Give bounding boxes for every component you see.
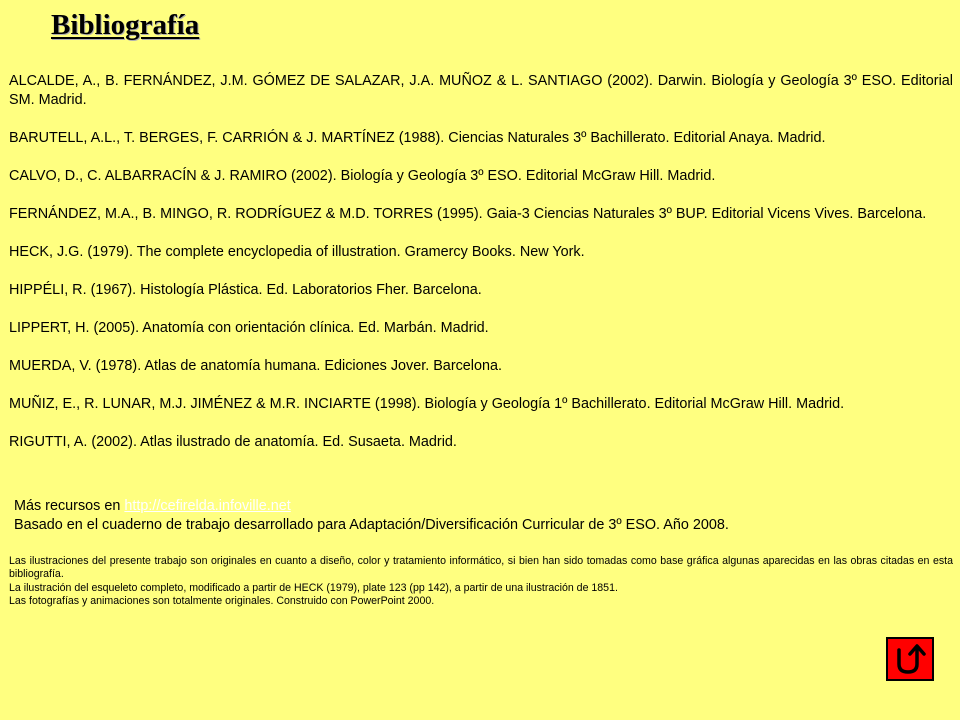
reference-item: BARUTELL, A.L., T. BERGES, F. CARRIÓN & J. MARTÍNEZ (1988). Ciencias Naturales 3º Bachillerato. Editorial Anaya. Madrid. (9, 130, 826, 146)
reference-item: LIPPERT, H. (2005). Anatomía con orientación clínica. Ed. Marbán. Madrid. (9, 320, 489, 336)
reference-item: CALVO, D., C. ALBARRACÍN & J. RAMIRO (2002). Biología y Geología 3º ESO. Editorial McGraw Hill. Madrid. (9, 168, 716, 184)
reference-item: MUÑIZ, E., R. LUNAR, M.J. JIMÉNEZ & M.R. INCIARTE (1998). Biología y Geología 1º Bachillerato. Editorial McGraw Hill. Madrid. (9, 396, 845, 412)
reference-item: MUERDA, V. (1978). Atlas de anatomía humana. Ediciones Jover. Barcelona. (9, 358, 503, 374)
bibliography-list (9, 72, 953, 452)
more-resources (14, 497, 291, 516)
resources-link[interactable]: http://cefirelda.infoville.net (124, 498, 291, 514)
note-line: La ilustración del esqueleto completo, modificado a partir de HECK (1979), plate 123 (pp 142), a partir de una ilustración de 1851. (9, 581, 618, 594)
return-arrow-icon (890, 641, 930, 677)
reference-item: HIPPÉLI, R. (1967). Histología Plástica. Ed. Laboratorios Fher. Barcelona. (9, 282, 482, 298)
page-title: Bibliografía (51, 9, 200, 41)
reference-item: RIGUTTI, A. (2002). Atlas ilustrado de anatomía. Ed. Susaeta. Madrid. (9, 434, 457, 450)
note-line: Las fotografías y animaciones son totalmente originales. Construido con PowerPoint 2000. (9, 595, 435, 608)
based-on-note: Basado en el cuaderno de trabajo desarrollado para Adaptación/Diversificación Curricular de 3º ESO. Año 2008. (14, 517, 729, 533)
reference-item: ALCALDE, A., B. FERNÁNDEZ, J.M. GÓMEZ DE SALAZAR, J.A. MUÑOZ & L. SANTIAGO (2002). Darwin. Biología y Geología 3º ESO. Editorial SM. Madrid. (9, 73, 953, 108)
note-line: Las ilustraciones del presente trabajo son originales en cuanto a diseño, color y tratamiento informático, si bien han sido tomadas como base gráfica algunas aparecidas en las obras citadas en esta bibliografía. (9, 555, 953, 581)
reference-item: HECK, J.G. (1979). The complete encyclopedia of illustration. Gramercy Books. New York. (9, 244, 585, 260)
reference-item: FERNÁNDEZ, M.A., B. MINGO, R. RODRÍGUEZ & M.D. TORRES (1995). Gaia-3 Ciencias Naturales 3º BUP. Editorial Vicens Vives. Barcelona. (9, 206, 927, 222)
credits-notes (9, 555, 953, 609)
more-resources-label: Más recursos en (14, 498, 125, 514)
return-button[interactable] (886, 637, 934, 681)
